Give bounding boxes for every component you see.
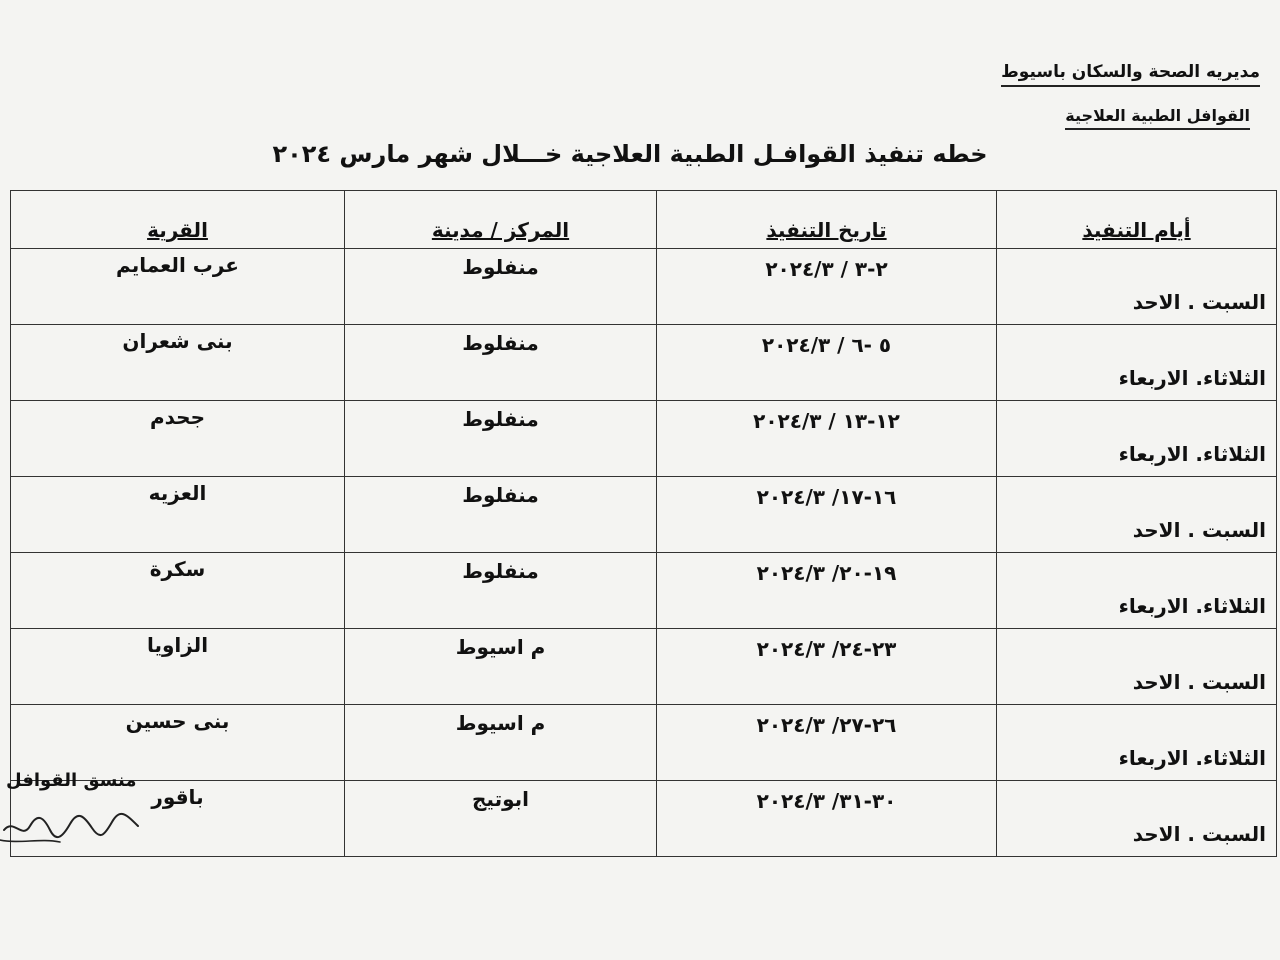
cell-center: منفلوط xyxy=(345,249,657,325)
cell-village: بنى حسين xyxy=(11,705,345,781)
cell-days: السبت . الاحد xyxy=(997,249,1277,325)
cell-date: ٢-٣ / ٢٠٢٤/٣ xyxy=(657,249,997,325)
cell-date: ٣٠-٣١/ ٢٠٢٤/٣ xyxy=(657,781,997,857)
cell-days: الثلاثاء. الاربعاء xyxy=(997,705,1277,781)
cell-center: م اسيوط xyxy=(345,629,657,705)
cell-village: باقور xyxy=(11,781,345,857)
table-row xyxy=(11,705,1277,781)
cell-village: بنى شعران xyxy=(11,325,345,401)
table-row xyxy=(11,629,1277,705)
cell-village: الزاويا xyxy=(11,629,345,705)
table-row xyxy=(11,249,1277,325)
coordinator-label: منسق القوافل xyxy=(6,770,137,791)
column-header-date: تاريخ التنفيذ xyxy=(657,191,997,249)
cell-village: عرب العمايم xyxy=(11,249,345,325)
cell-days: السبت . الاحد xyxy=(997,477,1277,553)
document-title: خطه تنفيذ القوافـل الطبية العلاجية خـــلال شهر مارس ٢٠٢٤ xyxy=(272,140,988,168)
cell-date: ٢٣-٢٤/ ٢٠٢٤/٣ xyxy=(657,629,997,705)
cell-days: الثلاثاء. الاربعاء xyxy=(997,401,1277,477)
cell-village: العزيه xyxy=(11,477,345,553)
cell-center: منفلوط xyxy=(345,325,657,401)
cell-village: جحدم xyxy=(11,401,345,477)
cell-village: سكرة xyxy=(11,553,345,629)
cell-days: الثلاثاء. الاربعاء xyxy=(997,553,1277,629)
schedule-table xyxy=(10,190,1277,857)
organization-name: مديريه الصحة والسكان باسيوط xyxy=(1001,62,1260,87)
table-row xyxy=(11,477,1277,553)
cell-date: ١٦-١٧/ ٢٠٢٤/٣ xyxy=(657,477,997,553)
cell-date: ١٢-١٣ / ٢٠٢٤/٣ xyxy=(657,401,997,477)
cell-date: ٢٦-٢٧/ ٢٠٢٤/٣ xyxy=(657,705,997,781)
cell-center: منفلوط xyxy=(345,477,657,553)
table-row xyxy=(11,781,1277,857)
table-row xyxy=(11,325,1277,401)
cell-center: م اسيوط xyxy=(345,705,657,781)
table-row xyxy=(11,553,1277,629)
table-header-row xyxy=(11,191,1277,249)
table-row xyxy=(11,401,1277,477)
cell-days: السبت . الاحد xyxy=(997,781,1277,857)
cell-center: منفلوط xyxy=(345,553,657,629)
cell-days: الثلاثاء. الاربعاء xyxy=(997,325,1277,401)
department-name: القوافل الطبية العلاجية xyxy=(1065,106,1250,130)
column-header-village: القرية xyxy=(11,191,345,249)
cell-date: ١٩-٢٠/ ٢٠٢٤/٣ xyxy=(657,553,997,629)
cell-center: منفلوط xyxy=(345,401,657,477)
column-header-days: أيام التنفيذ xyxy=(997,191,1277,249)
cell-date: ٥ -٦ / ٢٠٢٤/٣ xyxy=(657,325,997,401)
cell-center: ابوتيج xyxy=(345,781,657,857)
column-header-center: المركز / مدينة xyxy=(345,191,657,249)
handwritten-signature xyxy=(0,800,160,850)
cell-days: السبت . الاحد xyxy=(997,629,1277,705)
